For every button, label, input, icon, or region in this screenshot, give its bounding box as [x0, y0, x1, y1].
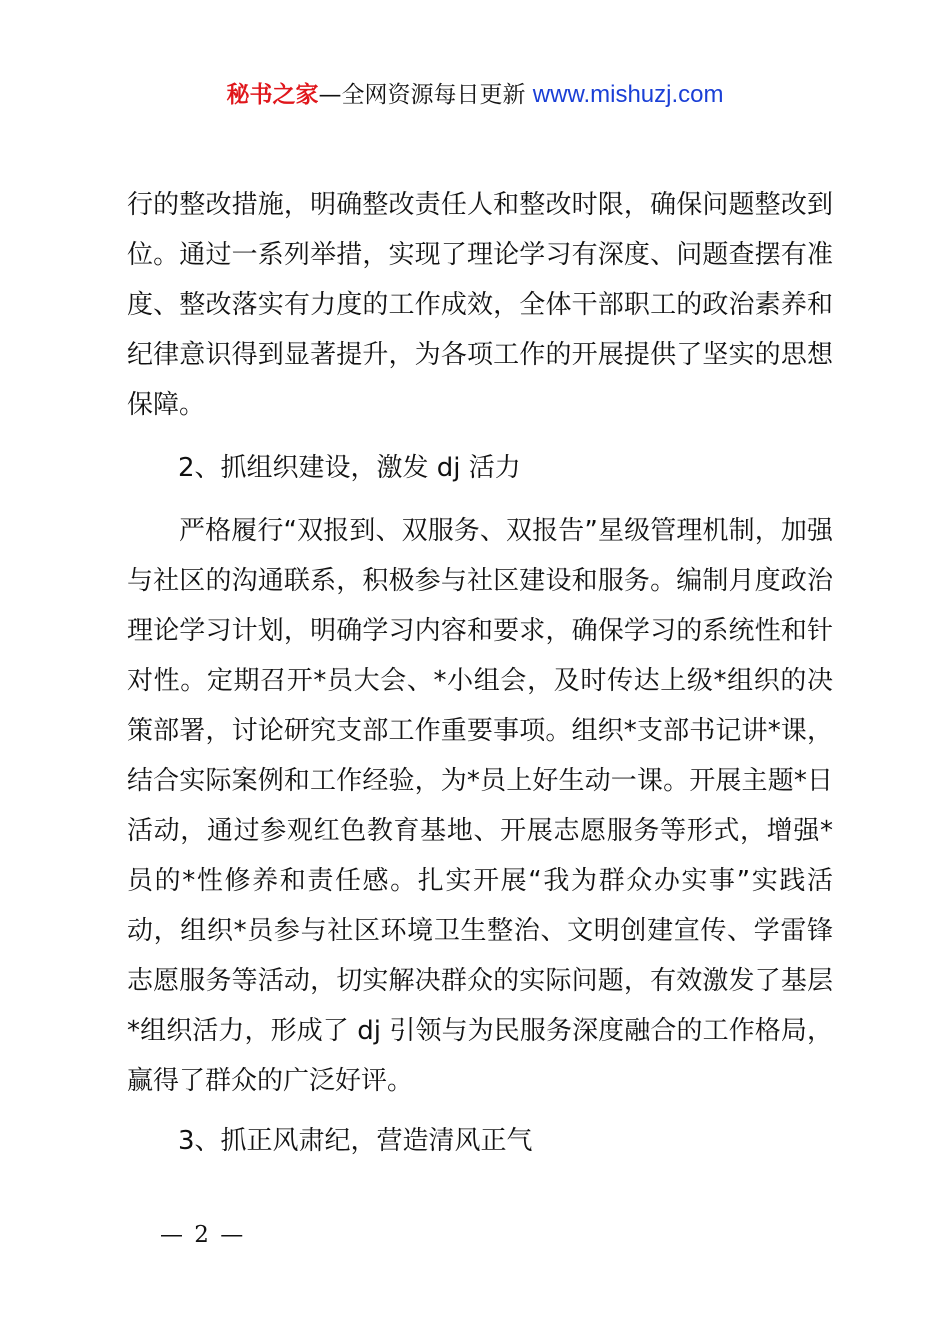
section-heading-2: 2、抓组织建设，激发 dj 活力 — [178, 453, 521, 483]
site-header — [0, 78, 950, 112]
paragraph-organization: 严格履行“双报到、双服务、双报告”星级管理机制，加强与社区的沟通联系，积极参与社区建设和服务。编制月度政治理论学习计划，明确学习内容和要求，确保学习的系统性和针对性。定期召开*员大会、*小组会，及时传达上级*组织的决策部署，讨论研究支部工作重要事项。组织*支部书记讲*课，结合实际案例和工作经验，为*员上好生动一课。开展主题*日活动，通过参观红色教育基地、开展志愿服务等形式，增强*员的*性修养和责任感。扎实开展“我为群众办实事”实践活动，组织*员参与社区环境卫生整治、文明创建宣传、学雷锋志愿服务等活动，切实解决群众的实际问题，有效激发了基层*组织活力，形成了 dj 引领与为民服务深度融合的工作格局，赢得了群众的广泛好评。 — [127, 516, 833, 1096]
site-url-link[interactable]: www.mishuzj.com — [532, 81, 724, 108]
page-number: — 2 — — [160, 1222, 246, 1248]
section-heading-3: 3、抓正风肃纪，营造清风正气 — [178, 1126, 533, 1156]
header-tagline: —全网资源每日更新 — [318, 82, 533, 108]
brand-name: 秘书之家 — [226, 82, 319, 108]
paragraph-continuation: 行的整改措施，明确整改责任人和整改时限，确保问题整改到位。通过一系列举措，实现了理论学习有深度、问题查摆有准度、整改落实有力度的工作成效，全体干部职工的政治素养和纪律意识得到显著提升，为各项工作的开展提供了坚实的思想保障。 — [127, 190, 833, 420]
